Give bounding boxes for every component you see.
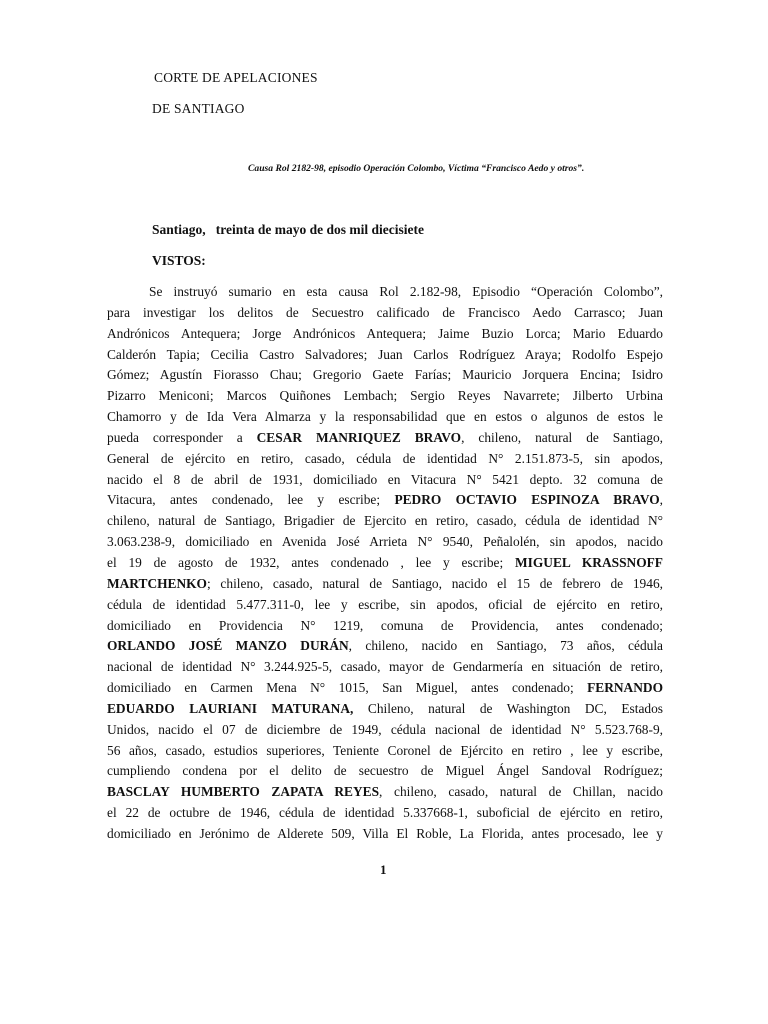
body-line: [107, 595, 663, 616]
body-line: [107, 699, 663, 720]
text-segment: Vitacura, antes condenado, lee y escribe;: [107, 492, 395, 508]
text-segment: General de ejército en retiro, casado, cédula de identidad N° 2.151.873-5, sin apodos,: [107, 450, 663, 466]
body-line: [107, 782, 663, 803]
text-segment: , chileno, natural de Santiago,: [461, 429, 663, 445]
body-line: [107, 761, 663, 782]
body-line: [107, 678, 663, 699]
body-line: [107, 532, 663, 553]
text-segment: ; chileno, casado, natural de Santiago, nacido el 15 de febrero de 1946,: [206, 575, 663, 591]
bold-name-segment: FERNANDO: [587, 680, 663, 696]
body-line: [107, 636, 663, 657]
text-segment: Unidos, nacido el 07 de diciembre de 1949, cédula nacional de identidad N° 5.523.768-9,: [107, 721, 663, 737]
text-segment: chileno, natural de Santiago, Brigadier de Ejercito en retiro, casado, cédula de identidad N°: [107, 513, 663, 529]
bold-name-segment: BASCLAY HUMBERTO ZAPATA REYES: [107, 784, 380, 800]
text-segment: Gómez; Agustín Fiorasso Chau; Gregorio Gaete Farías; Mauricio Jorquera Encina; Isidro: [107, 367, 663, 383]
body-line: [107, 407, 663, 428]
text-segment: domiciliado en Jerónimo de Alderete 509, Villa El Roble, La Florida, antes procesado, lee y: [107, 825, 663, 841]
body-line: [107, 616, 663, 637]
text-segment: Andrónicos Antequera; Jorge Andrónicos Antequera; Jaime Buzio Lorca; Mario Eduardo: [107, 325, 663, 341]
text-segment: Chamorro y de Ida Vera Almarza y la responsabilidad que en estos o algunos de estos le: [107, 409, 663, 425]
text-segment: nacido el 8 de abril de 1931, domiciliado en Vitacura N° 5421 depto. 32 comuna de: [107, 471, 663, 487]
bold-name-segment: CESAR MANRIQUEZ BRAVO: [256, 429, 462, 445]
text-segment: ,: [659, 492, 663, 508]
bold-name-segment: ORLANDO JOSÉ MANZO DURÁN: [107, 638, 349, 654]
text-segment: el 22 de octubre de 1946, cédula de identidad 5.337668-1, suboficial de ejército en retiro,: [107, 805, 663, 821]
text-segment: 56 años, casado, estudios superiores, Teniente Coronel de Ejército en retiro , lee y escribe,: [107, 742, 663, 758]
body-line: [107, 511, 663, 532]
body-line: [107, 449, 663, 470]
body-line: [107, 490, 663, 511]
text-segment: Chileno, natural de Washington DC, Estados: [353, 700, 663, 716]
text-segment: 3.063.238-9, domiciliado en Avenida José Arrieta N° 9540, Peñalolén, sin apodos, nacido: [107, 534, 663, 550]
text-segment: cédula de identidad 5.477.311-0, lee y escribe, sin apodos, oficial de ejército en retiro,: [107, 596, 663, 612]
body-line: [107, 657, 663, 678]
body-line: [107, 386, 663, 407]
text-segment: el 19 de agosto de 1932, antes condenado , lee y escribe;: [107, 554, 516, 570]
body-text: [107, 282, 663, 845]
text-segment: , chileno, casado, natural de Chillan, nacido: [379, 784, 663, 800]
date-line: Santiago, treinta de mayo de dos mil diecisiete: [152, 222, 424, 237]
body-line: [107, 345, 663, 366]
bold-name-segment: PEDRO OCTAVIO ESPINOZA BRAVO: [394, 492, 660, 508]
bold-name-segment: MARTCHENKO: [107, 575, 207, 591]
text-segment: , chileno, nacido en Santiago, 73 años, cédula: [348, 638, 664, 654]
text-segment: domiciliado en Carmen Mena N° 1015, San Miguel, antes condenado;: [107, 680, 588, 696]
body-line: [107, 303, 663, 324]
body-line: [107, 282, 663, 303]
case-reference: Causa Rol 2182-98, episodio Operación Colombo, Víctima “Francisco Aedo y otros”.: [248, 163, 585, 174]
text-segment: cumpliendo condena por el delito de secuestro de Miguel Ángel Sandoval Rodríguez;: [107, 763, 663, 779]
body-line: [107, 365, 663, 386]
text-segment: domiciliado en Providencia N° 1219, comuna de Providencia, antes condenado;: [107, 617, 663, 633]
body-line: [107, 428, 663, 449]
vistos-heading: VISTOS:: [152, 253, 206, 268]
text-segment: Calderón Tapia; Cecilia Castro Salvadores; Juan Carlos Rodríguez Araya; Rodolfo Espejo: [107, 346, 663, 362]
body-line: [107, 741, 663, 762]
bold-name-segment: MIGUEL KRASSNOFF: [515, 554, 663, 570]
court-name-line1: CORTE DE APELACIONES: [154, 70, 318, 85]
text-segment: Pizarro Meniconi; Marcos Quiñones Lembach; Sergio Reyes Navarrete; Jilberto Urbina: [107, 388, 663, 404]
bold-name-segment: EDUARDO LAURIANI MATURANA,: [107, 700, 354, 716]
court-name-line2: DE SANTIAGO: [152, 101, 245, 116]
text-segment: Se instruyó sumario en esta causa Rol 2.182-98, Episodio “Operación Colombo”,: [149, 284, 663, 299]
body-line: [107, 824, 663, 845]
body-line: [107, 720, 663, 741]
text-segment: para investigar los delitos de Secuestro calificado de Francisco Aedo Carrasco; Juan: [107, 304, 663, 320]
page-number: 1: [380, 862, 387, 877]
text-segment: nacional de identidad N° 3.244.925-5, casado, mayor de Gendarmería en situación de retiro,: [107, 659, 663, 675]
body-line: [107, 574, 663, 595]
body-line: [107, 324, 663, 345]
text-segment: pueda corresponder a: [107, 429, 257, 445]
body-line: [107, 470, 663, 491]
body-line: [107, 803, 663, 824]
body-line: [107, 553, 663, 574]
